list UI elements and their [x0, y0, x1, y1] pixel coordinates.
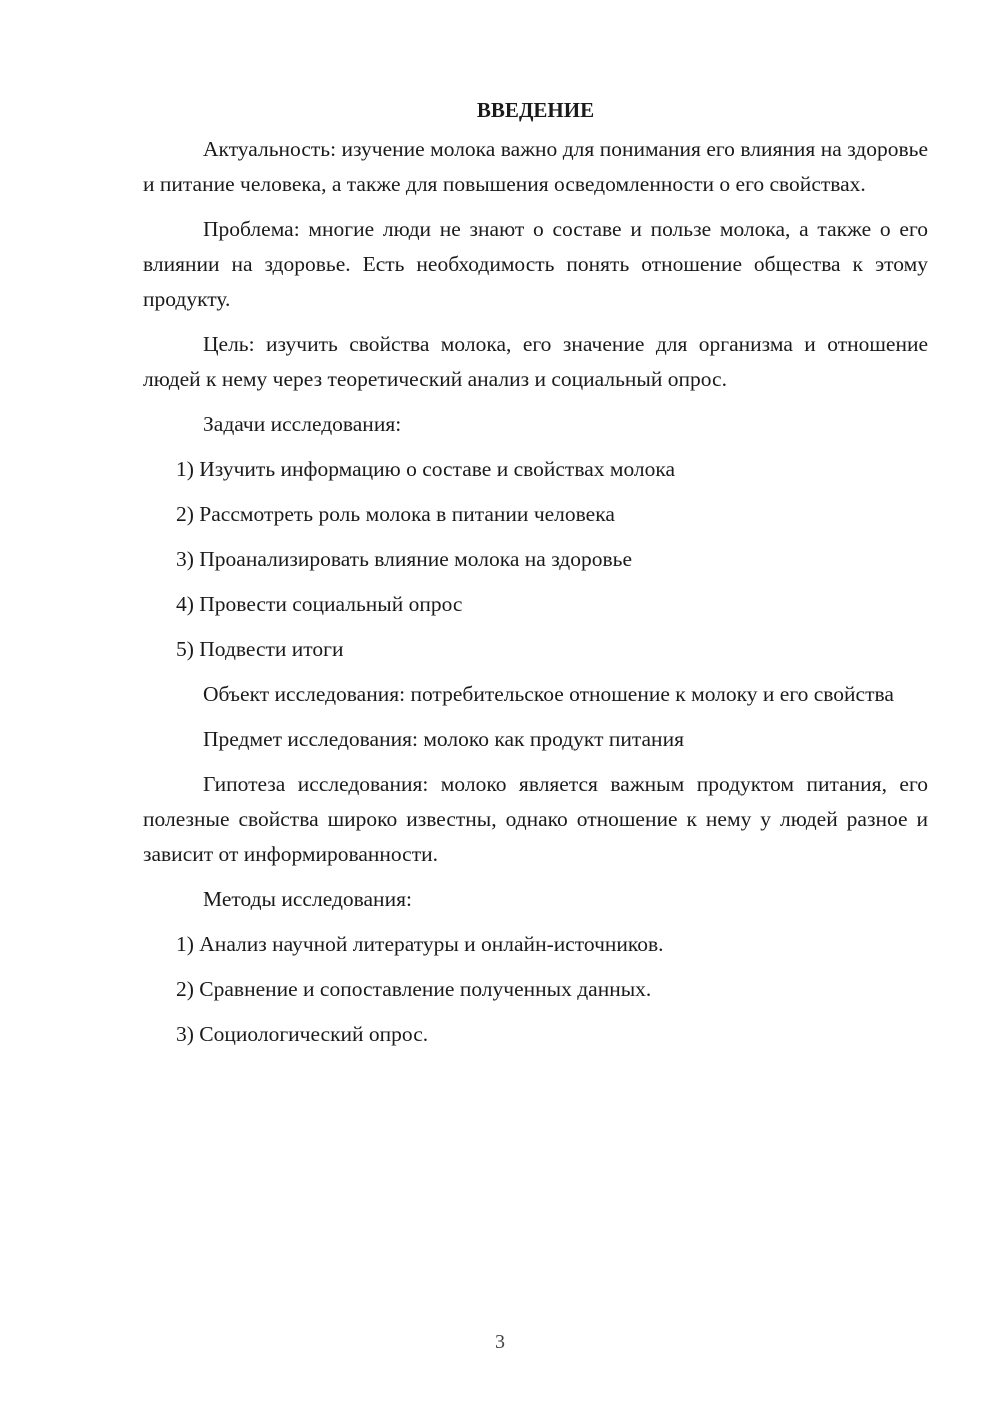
methods-list — [143, 927, 928, 1052]
subject-paragraph: Предмет исследования: молоко как продукт питания — [203, 727, 684, 751]
document-page — [143, 92, 928, 1062]
hypothesis-paragraph: Гипотеза исследования: молоко является важным продуктом питания, его полезные свойства широко известны, однако отношение к нему у людей разное и зависит от информированности. — [143, 772, 928, 866]
document-title: ВВЕДЕНИЕ — [476, 98, 595, 122]
task-item: 5) Подвести итоги — [176, 637, 344, 661]
task-item: 2) Рассмотреть роль молока в питании человека — [176, 502, 615, 526]
methods-label: Методы исследования: — [203, 887, 412, 911]
goal-paragraph: Цель: изучить свойства молока, его значение для организма и отношение людей к нему через теоретический анализ и социальный опрос. — [143, 332, 928, 391]
tasks-list — [143, 452, 928, 667]
relevance-paragraph: Актуальность: изучение молока важно для понимания его влияния на здоровье и питание человека, а также для повышения осведомленности о его свойствах. — [143, 137, 928, 196]
task-item: 1) Изучить информацию о составе и свойствах молока — [176, 457, 676, 481]
page-number: 3 — [495, 1331, 505, 1353]
method-item: 2) Сравнение и сопоставление полученных данных. — [176, 977, 652, 1001]
task-item: 3) Проанализировать влияние молока на здоровье — [176, 547, 632, 571]
problem-paragraph: Проблема: многие люди не знают о составе и пользе молока, а также о его влиянии на здоровье. Есть необходимость понять отношение общества к этому продукту. — [143, 217, 928, 311]
method-item: 3) Социологический опрос. — [176, 1022, 429, 1046]
task-item: 4) Провести социальный опрос — [176, 592, 463, 616]
tasks-label: Задачи исследования: — [203, 412, 402, 436]
method-item: 1) Анализ научной литературы и онлайн-источников. — [176, 932, 664, 956]
object-paragraph: Объект исследования: потребительское отношение к молоку и его свойства — [203, 682, 894, 706]
